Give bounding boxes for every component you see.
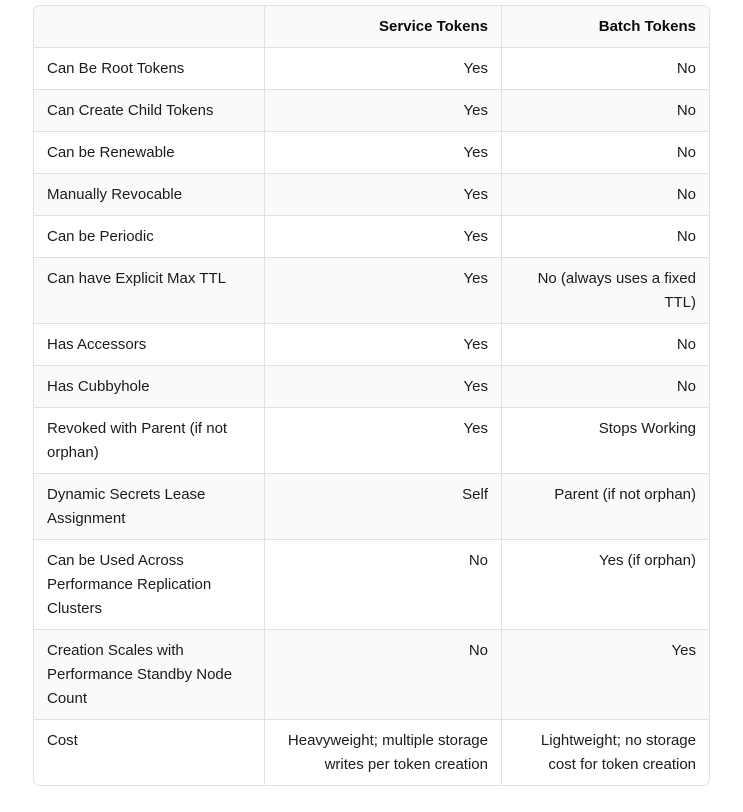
service-value-cell: Yes [264, 47, 501, 89]
column-header-batch-tokens: Batch Tokens [501, 6, 709, 47]
feature-cell: Can be Used Across Performance Replication Clusters [34, 539, 264, 629]
feature-cell: Can Create Child Tokens [34, 89, 264, 131]
column-header-service-tokens: Service Tokens [264, 6, 501, 47]
table-row [34, 47, 709, 89]
header-row [34, 6, 709, 47]
batch-value-cell: No [501, 173, 709, 215]
feature-cell: Can have Explicit Max TTL [34, 257, 264, 323]
service-value-cell: Yes [264, 257, 501, 323]
feature-cell: Creation Scales with Performance Standby Node Count [34, 629, 264, 719]
table-row [34, 173, 709, 215]
feature-cell: Can be Renewable [34, 131, 264, 173]
table-row [34, 89, 709, 131]
table-row [34, 215, 709, 257]
table-row [34, 473, 709, 539]
table-row [34, 323, 709, 365]
feature-cell: Manually Revocable [34, 173, 264, 215]
feature-cell: Revoked with Parent (if not orphan) [34, 407, 264, 473]
table-row [34, 131, 709, 173]
batch-value-cell: No [501, 323, 709, 365]
service-value-cell: Yes [264, 173, 501, 215]
service-value-cell: Yes [264, 131, 501, 173]
table-row [34, 719, 709, 785]
feature-cell: Has Cubbyhole [34, 365, 264, 407]
service-value-cell: Heavyweight; multiple storage writes per token creation [264, 719, 501, 785]
table-row [34, 539, 709, 629]
feature-cell: Has Accessors [34, 323, 264, 365]
feature-cell: Can be Periodic [34, 215, 264, 257]
batch-value-cell: No (always uses a fixed TTL) [501, 257, 709, 323]
corner-header-cell [34, 6, 264, 47]
batch-value-cell: Lightweight; no storage cost for token creation [501, 719, 709, 785]
service-value-cell: No [264, 539, 501, 629]
batch-value-cell: No [501, 365, 709, 407]
batch-value-cell: Stops Working [501, 407, 709, 473]
batch-value-cell: Yes (if orphan) [501, 539, 709, 629]
token-comparison-table [34, 6, 709, 785]
batch-value-cell: No [501, 89, 709, 131]
feature-cell: Can Be Root Tokens [34, 47, 264, 89]
service-value-cell: Yes [264, 89, 501, 131]
batch-value-cell: No [501, 215, 709, 257]
service-value-cell: Yes [264, 365, 501, 407]
table-row [34, 407, 709, 473]
feature-cell: Cost [34, 719, 264, 785]
service-value-cell: No [264, 629, 501, 719]
service-value-cell: Yes [264, 215, 501, 257]
service-value-cell: Self [264, 473, 501, 539]
table-row [34, 629, 709, 719]
table-row [34, 365, 709, 407]
batch-value-cell: Parent (if not orphan) [501, 473, 709, 539]
batch-value-cell: No [501, 131, 709, 173]
service-value-cell: Yes [264, 323, 501, 365]
batch-value-cell: Yes [501, 629, 709, 719]
service-value-cell: Yes [264, 407, 501, 473]
feature-cell: Dynamic Secrets Lease Assignment [34, 473, 264, 539]
table-row [34, 257, 709, 323]
comparison-table-container [33, 5, 710, 786]
batch-value-cell: No [501, 47, 709, 89]
